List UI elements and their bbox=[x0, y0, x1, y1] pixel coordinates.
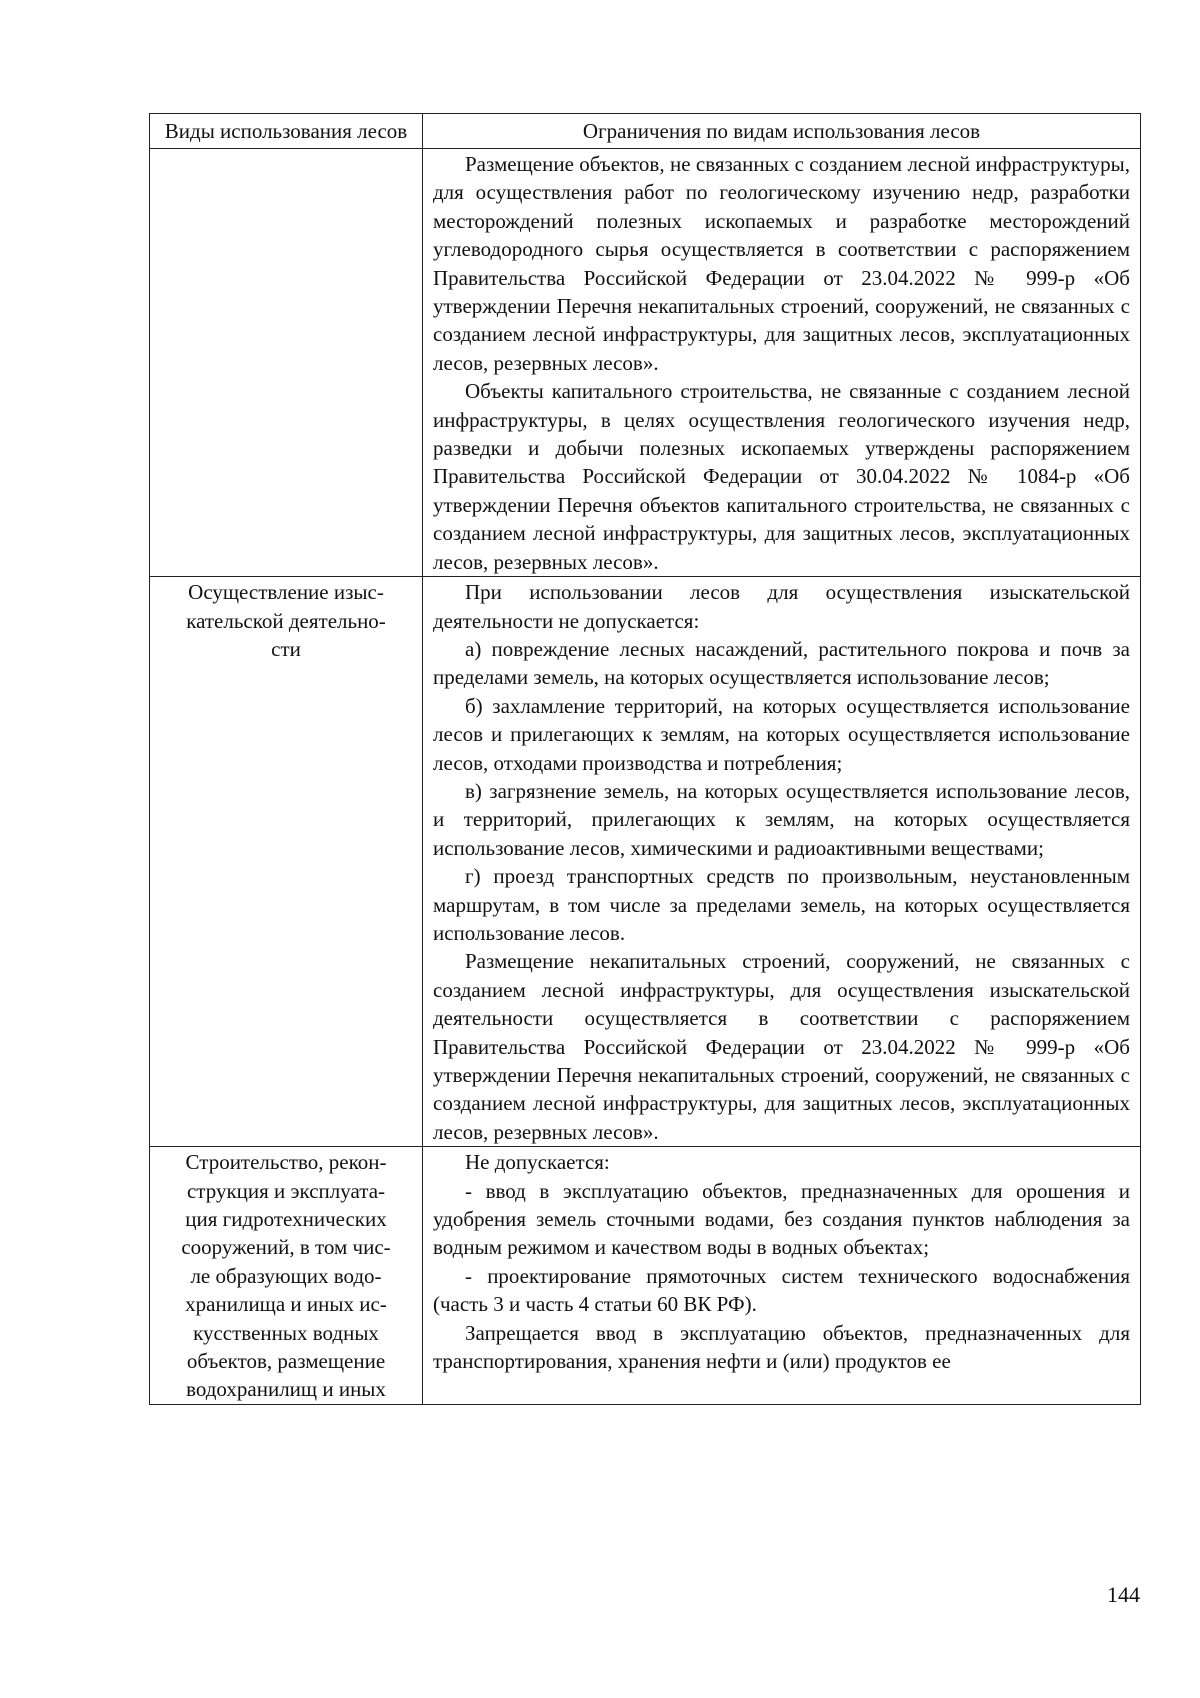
use-type-line: объектов, размещение bbox=[186, 1349, 386, 1374]
restriction-paragraph: - ввод в эксплуатацию объектов, предназначенных для орошения и удобрения земель сточными водами, без создания пунктов наблюдения за водным режимом и качеством воды в водных объектах; bbox=[433, 1178, 1130, 1260]
row-1-restrictions bbox=[423, 149, 1141, 577]
table-row bbox=[150, 149, 1141, 577]
restriction-paragraph: Запрещается ввод в эксплуатацию объектов, предназначенных для транспортирования, хранения нефти и (или) продуктов ее bbox=[433, 1320, 1130, 1374]
row-2-use-type bbox=[150, 577, 423, 1147]
restriction-paragraph: в) загрязнение земель, на которых осуществляется использование лесов, и территорий, прилегающих к землям, на которых осуществляется использование лесов, химическими и радиоактивными веществами; bbox=[433, 778, 1130, 860]
restrictions-table bbox=[149, 113, 1141, 1405]
restriction-paragraph: б) захламление территорий, на которых осуществляется использование лесов и прилегающих к землям, на которых осуществляется использование лесов, отходами производства и потребления; bbox=[433, 693, 1130, 775]
page-number: 144 bbox=[1107, 1582, 1140, 1607]
row-1-use-type bbox=[150, 149, 423, 577]
use-type-line: кательской деятельно- bbox=[186, 608, 386, 633]
use-type-line: водохранилищ и иных bbox=[186, 1377, 386, 1402]
use-type-line: струкция и эксплуата- bbox=[186, 1178, 386, 1203]
use-type-line: сооружений, в том чис- bbox=[181, 1235, 391, 1260]
restriction-paragraph: Объекты капитального строительства, не связанные с созданием лесной инфраструктуры, в целях осуществления геологического изучения недр, разведки и добычи полезных ископаемых утверждены распоряжением Правительства Российской Федерации от 30.04.2022 № 1084-р «Об утверждении Перечня объектов капитального строительства, не связанных с созданием лесной инфраструктуры, для защитных лесов, эксплуатационных лесов, резервных лесов». bbox=[433, 379, 1130, 574]
header-restrictions: Ограничения по видам использования лесов bbox=[423, 114, 1141, 149]
restriction-paragraph: Не допускается: bbox=[465, 1150, 610, 1175]
use-type-line: ция гидротехнических bbox=[185, 1207, 387, 1232]
restriction-paragraph: г) проезд транспортных средств по произвольным, неустановленным маршрутам, в том числе за пределами земель, на которых осуществляется использование лесов. bbox=[433, 864, 1130, 945]
use-type-line: хранилища и иных ис- bbox=[185, 1292, 387, 1317]
use-type-line: ле образующих водо- bbox=[190, 1263, 382, 1288]
restriction-paragraph: Размещение некапитальных строений, сооружений, не связанных с созданием лесной инфраструктуры, для осуществления изыскательской деятельности осуществляется в соответствии с распоряжением Правительства Российской Федерации от 23.04.2022 № 999-р «Об утверждении Перечня некапитальных строений, сооружений, не связанных с созданием лесной инфраструктуры, для защитных лесов, эксплуатационных лесов, резервных лесов». bbox=[433, 949, 1130, 1144]
restriction-paragraph: При использовании лесов для осуществления изыскательской деятельности не допускается: bbox=[433, 580, 1130, 633]
table-row bbox=[150, 1147, 1141, 1405]
restriction-paragraph: - проектирование прямоточных систем технического водоснабжения (часть 3 и часть 4 статьи 60 ВК РФ). bbox=[433, 1263, 1130, 1317]
use-type-line: сти bbox=[271, 636, 301, 661]
use-type-line: кусственных водных bbox=[193, 1320, 379, 1345]
restriction-paragraph: а) повреждение лесных насаждений, растительного покрова и почв за пределами земель, на которых осуществляется использование лесов; bbox=[433, 636, 1130, 690]
restriction-paragraph: Размещение объектов, не связанных с созданием лесной инфраструктуры, для осуществления работ по геологическому изучению недр, разработки месторождений полезных ископаемых и разработке месторождений углеводородного сырья осуществляется в соответствии с распоряжением Правительства Российской Федерации от 23.04.2022 № 999-р «Об утверждении Перечня некапитальных строений, сооружений, не связанных с созданием лесной инфраструктуры, для защитных лесов, эксплуатационных лесов, резервных лесов». bbox=[433, 152, 1130, 375]
table-header-row bbox=[150, 114, 1141, 149]
use-type-line: Строительство, рекон- bbox=[185, 1150, 387, 1175]
use-type-line: Осуществление изыс- bbox=[188, 580, 384, 605]
row-3-restrictions bbox=[423, 1147, 1141, 1405]
table-row bbox=[150, 577, 1141, 1147]
row-2-restrictions bbox=[423, 577, 1141, 1147]
header-forest-use-types: Виды использования лесов bbox=[150, 114, 423, 149]
row-3-use-type bbox=[150, 1147, 423, 1405]
